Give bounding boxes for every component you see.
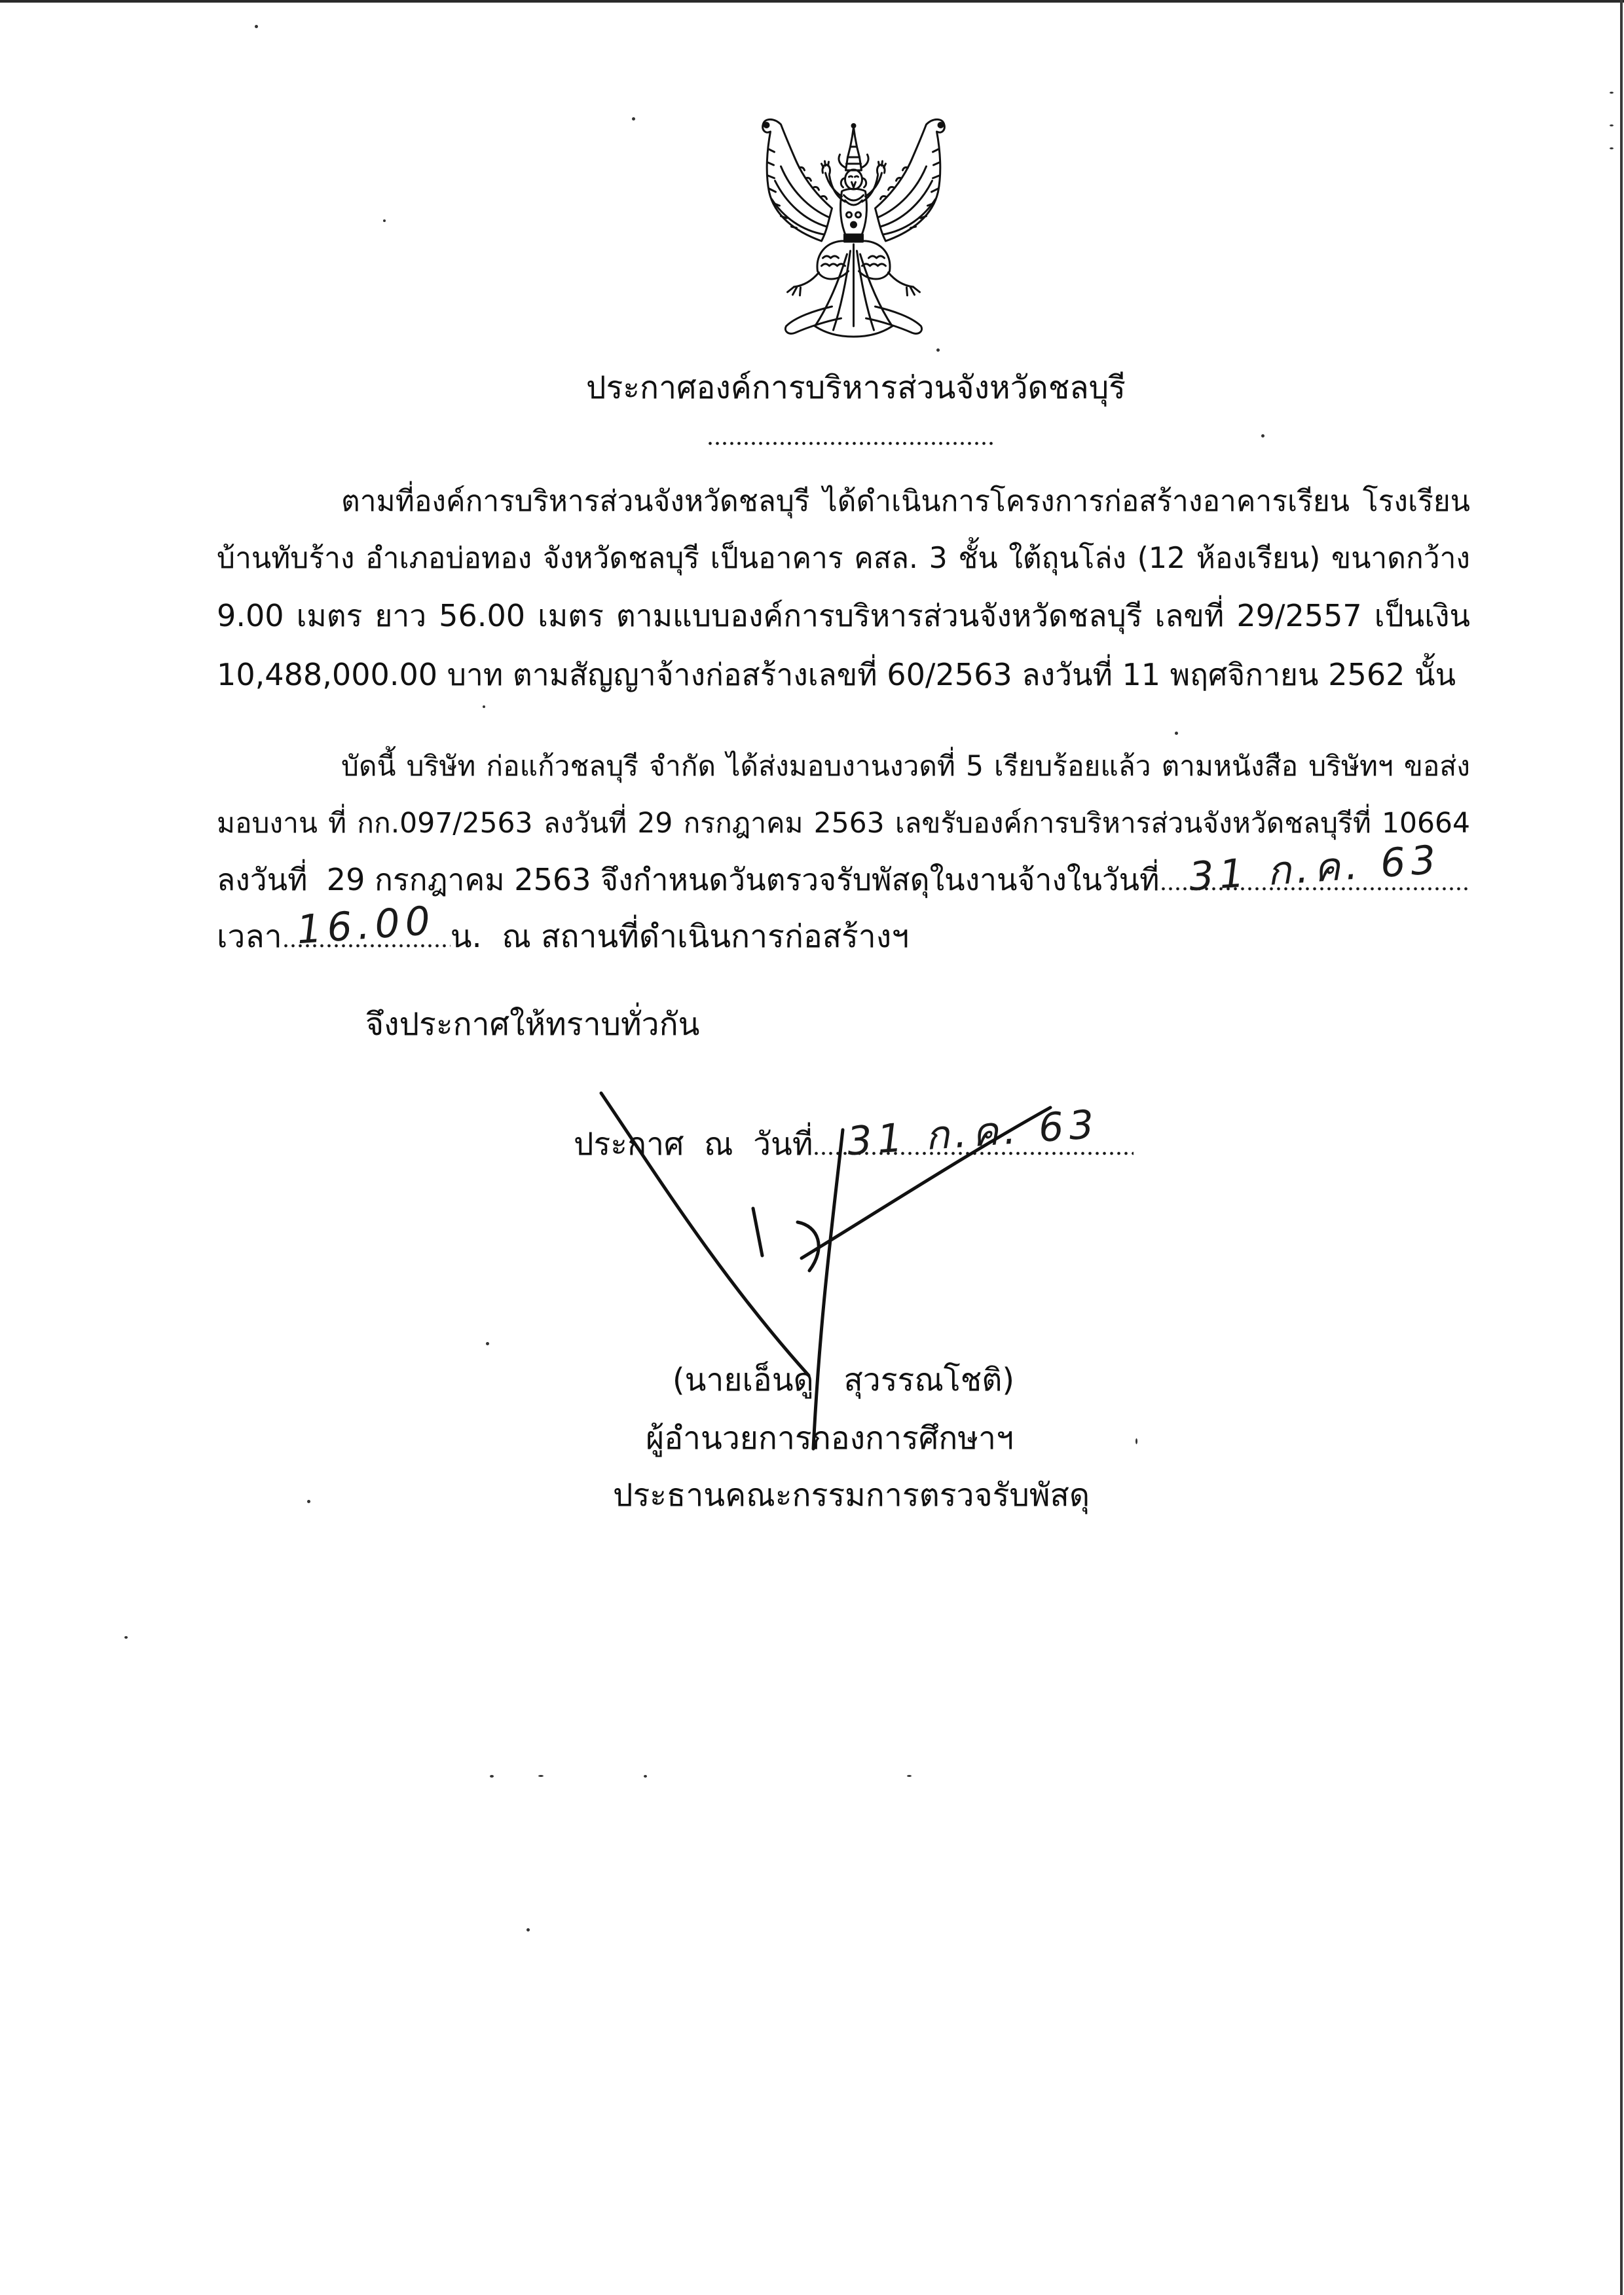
- handwritten-inspection-time: 16.00: [295, 897, 437, 954]
- scan-speck: [1261, 434, 1264, 438]
- signatory-position: ผู้อำนวยการกองการศึกษาฯ: [646, 1420, 1014, 1457]
- scan-speck: [538, 1775, 544, 1777]
- scan-speck: [644, 1775, 647, 1778]
- scan-speck: [1610, 147, 1614, 149]
- scan-speck: [255, 25, 258, 28]
- scan-speck: [907, 1775, 912, 1777]
- paragraph2-line3: [217, 836, 1470, 903]
- scan-speck: [490, 1775, 494, 1778]
- garuda-emblem-icon: [753, 110, 953, 339]
- inspection-time-field: [282, 897, 451, 960]
- inspection-location-text: น. ณ สถานที่ดำเนินการก่อสร้างฯ: [450, 918, 910, 955]
- scan-edge-right: [1620, 0, 1623, 2295]
- handwritten-signature: [557, 1061, 1080, 1480]
- scan-speck: [483, 705, 485, 708]
- scan-speck: [307, 1500, 310, 1503]
- signatory-name: (นายเอ็นดู สุวรรณโชติ): [672, 1362, 1015, 1398]
- scan-speck: [1135, 1438, 1137, 1444]
- handwritten-announce-date: 31 ก.ค. 63: [845, 1101, 1101, 1165]
- scan-speck: [486, 1342, 489, 1345]
- scan-speck: [526, 1928, 530, 1931]
- time-label: เวลา: [217, 918, 282, 955]
- announce-date-label: ประกาศ ณ วันที่: [574, 1126, 813, 1163]
- scan-speck: [124, 1636, 128, 1639]
- paragraph1-line3: 9.00 เมตร ยาว 56.00 เมตร ตามแบบองค์การบริหารส่วนจังหวัดชลบุรี เลขที่ 29/2557 เป็นเงิน: [217, 598, 1470, 633]
- handwritten-inspection-date: 31 ก.ค. 63: [1187, 836, 1443, 901]
- inspection-date-field: [1160, 836, 1470, 903]
- scan-speck: [1175, 732, 1178, 735]
- closing-statement: จึงประกาศให้ทราบทั่วกัน: [365, 1006, 700, 1043]
- scan-speck: [632, 117, 635, 121]
- paragraph1-line1: ตามที่องค์การบริหารส่วนจังหวัดชลบุรี ได้ดำเนินการโครงการก่อสร้างอาคารเรียน โรงเรียน: [341, 485, 1470, 518]
- scan-speck: [1610, 92, 1614, 94]
- paragraph2-line2: มอบงาน ที่ กก.097/2563 ลงวันที่ 29 กรกฎาคม 2563 เลขรับองค์การบริหารส่วนจังหวัดชลบุรีที่ 10664: [217, 808, 1470, 840]
- inspection-date-label: ลงวันที่ 29 กรกฎาคม 2563 จึงกำหนดวันตรวจรับพัสดุในงานจ้างในวันที่: [217, 862, 1160, 897]
- scan-speck: [383, 219, 386, 222]
- scan-edge-top: [0, 0, 1624, 3]
- paragraph2-line1: บัดนี้ บริษัท ก่อแก้วชลบุรี จำกัด ได้ส่งมอบงานงวดที่ 5 เรียบร้อยแล้ว ตามหนังสือ บริษัทฯ ขอส่ง: [341, 751, 1470, 783]
- scan-speck: [1610, 124, 1614, 126]
- paragraph1-line2: บ้านทับร้าง อำเภอบ่อทอง จังหวัดชลบุรี เป็นอาคาร คสล. 3 ชั้น ใต้ถุนโล่ง (12 ห้องเรียน) ขนาดกว้าง: [217, 542, 1470, 575]
- announcement-title: ประกาศองค์การบริหารส่วนจังหวัดชลบุรี: [586, 369, 1126, 406]
- scan-speck: [936, 348, 940, 352]
- title-separator: [707, 440, 995, 447]
- paragraph1-line4: 10,488,000.00 บาท ตามสัญญาจ้างก่อสร้างเลขที่ 60/2563 ลงวันที่ 11 พฤศจิกายน 2562 นั้น: [217, 657, 1456, 692]
- paragraph2-line4: [217, 897, 1470, 960]
- signatory-role: ประธานคณะกรรมการตรวจรับพัสดุ: [613, 1477, 1090, 1514]
